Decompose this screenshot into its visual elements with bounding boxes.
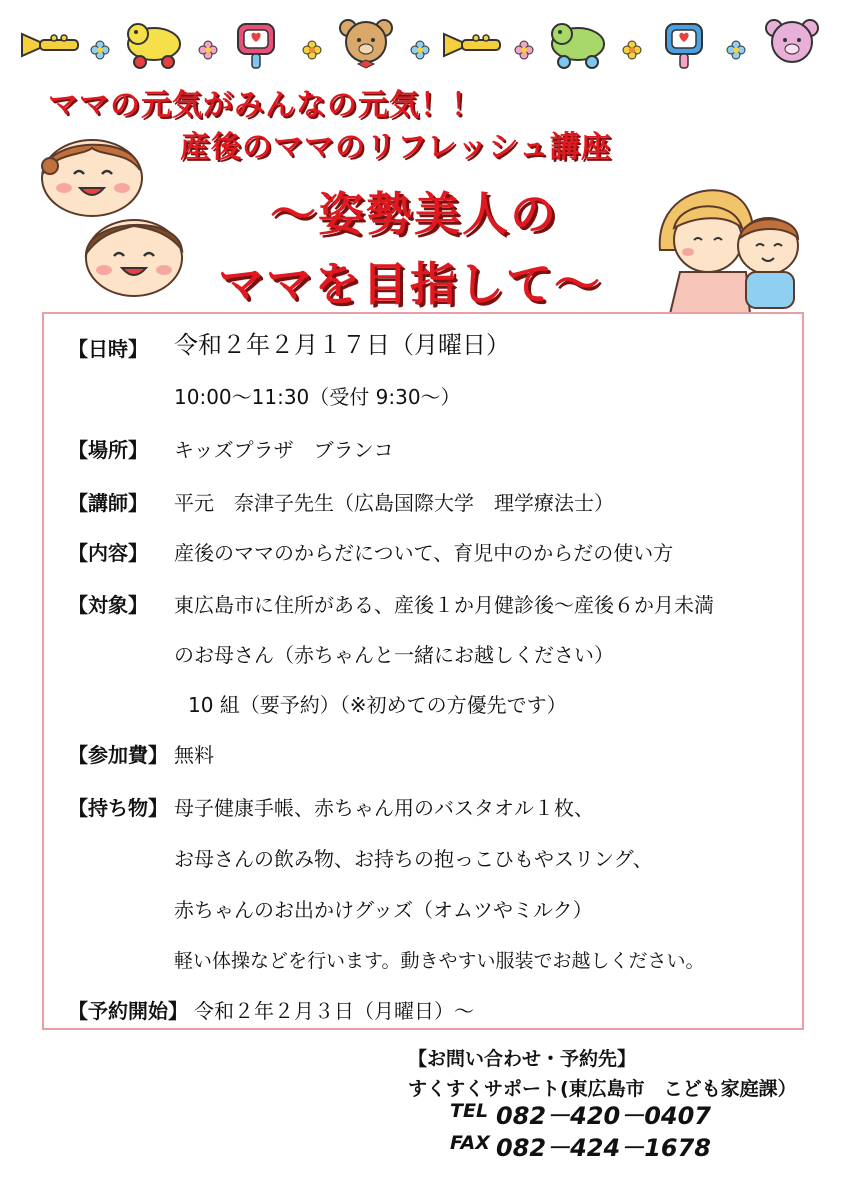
booking-row — [68, 998, 474, 1024]
teddy-bear-icon — [762, 16, 822, 74]
datetime-value: 令和２年２月１７日（月曜日） — [174, 331, 510, 359]
place-value: キッズプラザ ブランコ — [174, 438, 394, 462]
fax-label: FAX — [450, 1132, 490, 1154]
booking-value: 令和２年２月３日（月曜日）～ — [194, 999, 474, 1023]
flower-icon — [198, 40, 218, 60]
datetime-label: 【日時】 — [68, 337, 148, 361]
place-label: 【場所】 — [68, 438, 148, 462]
flower-icon — [514, 40, 534, 60]
items-label: 【持ち物】 — [68, 796, 168, 820]
booking-label: 【予約開始】 — [68, 999, 188, 1023]
items-value-3: 赤ちゃんのお出かけグッズ（オムツやミルク） — [174, 898, 593, 922]
tel-number: 082－420－0407 — [496, 1102, 711, 1130]
contact-heading: 【お問い合わせ・予約先】 — [408, 1048, 637, 1070]
datetime-row — [68, 331, 510, 362]
title-line-2: 産後のママのリフレッシュ講座 — [180, 130, 612, 165]
items-row — [68, 795, 594, 821]
flower-icon — [622, 40, 642, 60]
flower-icon — [726, 40, 746, 60]
fax-number: 082－424－1678 — [496, 1134, 711, 1162]
mother-and-baby-illustration — [650, 180, 810, 314]
lecturer-value: 平元 奈津子先生（広島国際大学 理学療法士） — [174, 491, 614, 515]
target-row — [68, 592, 714, 618]
trumpet-icon — [18, 26, 84, 62]
flower-icon — [302, 40, 322, 60]
target-label: 【対象】 — [68, 593, 148, 617]
time-value: 10:00～11:30（受付 9:30～） — [174, 385, 461, 409]
flower-icon — [90, 40, 110, 60]
items-value-1: 母子健康手帳、赤ちゃん用のバスタオル１枚、 — [174, 796, 594, 820]
title-line-4: ママを目指して～ — [218, 257, 602, 311]
fee-label: 【参加費】 — [68, 743, 168, 767]
child-face-illustration — [32, 126, 152, 218]
lecturer-row — [68, 490, 614, 516]
content-value: 産後のママのからだについて、育児中のからだの使い方 — [174, 541, 674, 565]
content-row — [68, 540, 674, 566]
duck-toy-icon — [546, 20, 608, 70]
items-value-4: 軽い体操などを行います。動きやすい服装でお越しください。 — [174, 950, 705, 972]
lecturer-label: 【講師】 — [68, 491, 148, 515]
duck-toy-icon — [122, 20, 184, 70]
rattle-icon — [660, 18, 712, 72]
teddy-bear-icon — [336, 16, 396, 74]
target-value-2: のお母さん（赤ちゃんと一緒にお越しください） — [174, 643, 614, 667]
tel-label: TEL — [450, 1100, 489, 1122]
place-row — [68, 437, 394, 463]
trumpet-icon — [440, 26, 506, 62]
decorative-border — [14, 14, 834, 74]
items-value-2: お母さんの飲み物、お持ちの抱っこひもやスリング、 — [174, 847, 653, 871]
target-value-3: 10 組（要予約）（※初めての方優先です） — [188, 693, 567, 717]
fee-row — [68, 742, 214, 768]
rattle-icon — [232, 18, 284, 72]
child-face-illustration — [78, 210, 190, 298]
title-line-3: ～姿勢美人の — [270, 187, 558, 241]
flower-icon — [410, 40, 430, 60]
contact-org: すくすくサポート(東広島市 こども家庭課） — [408, 1078, 797, 1100]
content-label: 【内容】 — [68, 541, 148, 565]
fee-value: 無料 — [174, 743, 214, 767]
title-line-1: ママの元気がみんなの元気！！ — [48, 88, 482, 123]
target-value-1: 東広島市に住所がある、産後１か月健診後～産後６か月未満 — [174, 593, 714, 617]
